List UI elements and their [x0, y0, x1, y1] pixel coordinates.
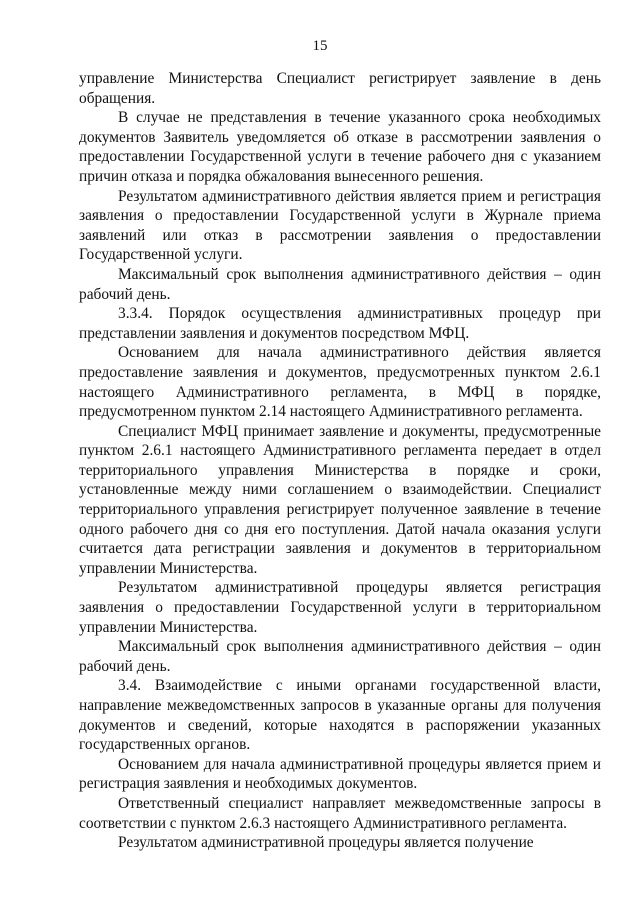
section-heading-3-4: 3.4. Взаимодействие с иными органами государственной власти, направление межведомственных запросов в указанные органы для получения документов и сведений, которые находятся в распоряжении указанных государственных органов.	[79, 677, 601, 754]
paragraph-2: В случае не представления в течение указанного срока необходимых документов Заявитель уведомляется об отказе в рассмотрении заявления о предоставлении Государственной услуги в течение рабочего дня с указанием причин отказа и порядка обжалования вынесенного решения.	[79, 109, 601, 185]
paragraph-13: Результатом административной процедуры является получение	[118, 834, 534, 852]
paragraph-12: Ответственный специалист направляет межведомственные запросы в соответствии с пунктом 2.6.3 настоящего Административного регламента.	[79, 794, 601, 832]
paragraph-4: Максимальный срок выполнения административного действия – один рабочий день.	[79, 265, 601, 303]
section-heading-3-3-4: 3.3.4. Порядок осуществления административных процедур при представлении заявления и документов посредством МФЦ.	[79, 305, 601, 342]
paragraph-11: Основанием для начала административной процедуры является прием и регистрация заявления и необходимых документов.	[79, 755, 601, 793]
paragraph-9: Максимальный срок выполнения административного действия – один рабочий день.	[79, 638, 601, 675]
paragraph-3: Результатом административного действия является прием и регистрация заявления о предоставлении Государственной услуги в Журнале приема заявлений или отказ в рассмотрении заявления о предоставлении Государственной услуги.	[79, 187, 601, 264]
paragraph-6: Основанием для начала административного действия является предоставление заявления и документов, предусмотренных пунктом 2.6.1 настоящего Административного регламента, в МФЦ в порядке, предусмотренном пунктом 2.14 настоящего Административного регламента.	[79, 344, 601, 421]
paragraph-7: Специалист МФЦ принимает заявление и документы, предусмотренные пунктом 2.6.1 настоящего Административного регламента передает в отдел территориального управления Министерства в порядке и сроки, установленные между ними соглашением о взаимодействии. Специалист территориального управления регистрирует полученное заявление в течение одного рабочего дня со дня его поступления. Датой начала оказания услуги считается дата регистрации заявления и документов в территориальном управлении Министерства.	[79, 422, 601, 577]
document-body	[79, 69, 601, 853]
paragraph-8: Результатом административной процедуры является регистрация заявления о предоставлении Государственной услуги в территориальном управлении Министерства.	[79, 579, 601, 636]
page-number: 15	[312, 38, 328, 54]
paragraph-1: управление Министерства Специалист регистрирует заявление в день обращения.	[79, 70, 601, 107]
